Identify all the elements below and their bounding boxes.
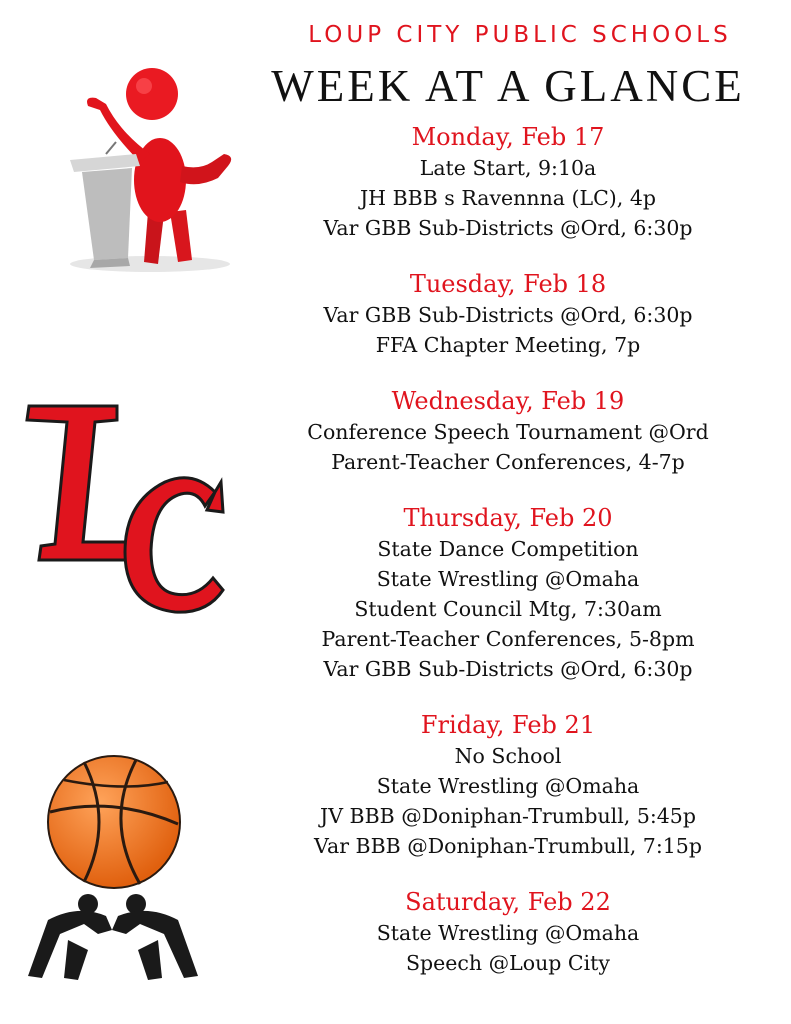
event-item: No School <box>454 744 562 768</box>
event-item: Var BBB @Doniphan-Trumbull, 7:15p <box>314 834 702 858</box>
day-heading: Tuesday, Feb 18 <box>409 270 607 298</box>
day-heading: Friday, Feb 21 <box>420 711 596 739</box>
event-item: Late Start, 9:10a <box>419 156 597 180</box>
event-item: Var GBB Sub-Districts @Ord, 6:30p <box>323 657 693 681</box>
event-item: JV BBB @Doniphan-Trumbull, 5:45p <box>320 804 696 828</box>
day-block <box>258 122 758 243</box>
event-item: Conference Speech Tournament @Ord <box>307 420 709 444</box>
day-block <box>258 710 758 861</box>
day-heading: Wednesday, Feb 19 <box>391 387 625 415</box>
basketball-icon <box>44 752 184 892</box>
event-item: State Dance Competition <box>377 537 639 561</box>
schedule <box>258 122 758 1004</box>
event-item: Parent-Teacher Conferences, 5-8pm <box>321 627 695 651</box>
day-block <box>258 269 758 360</box>
page-title: WEEK AT A GLANCE <box>271 61 745 111</box>
day-block <box>258 887 758 978</box>
day-heading: Thursday, Feb 20 <box>403 504 613 532</box>
event-item: Speech @Loup City <box>406 951 610 975</box>
event-item: FFA Chapter Meeting, 7p <box>375 333 641 357</box>
lc-logo <box>25 400 230 620</box>
event-item: JH BBB s Ravennna (LC), 4p <box>359 186 657 210</box>
event-item: Parent-Teacher Conferences, 4-7p <box>331 450 685 474</box>
event-item: Var GBB Sub-Districts @Ord, 6:30p <box>323 303 693 327</box>
day-heading: Saturday, Feb 22 <box>405 888 611 916</box>
event-item: State Wrestling @Omaha <box>376 774 640 798</box>
event-item: Student Council Mtg, 7:30am <box>354 597 662 621</box>
speaker-podium-figure-icon <box>40 62 240 274</box>
event-item: State Wrestling @Omaha <box>376 921 640 945</box>
event-item: Var GBB Sub-Districts @Ord, 6:30p <box>323 216 693 240</box>
wrestlers-icon <box>18 890 208 990</box>
day-heading: Monday, Feb 17 <box>411 123 605 151</box>
event-item: State Wrestling @Omaha <box>376 567 640 591</box>
day-block <box>258 503 758 684</box>
day-block <box>258 386 758 477</box>
school-name: LOUP CITY PUBLIC SCHOOLS <box>308 22 732 48</box>
